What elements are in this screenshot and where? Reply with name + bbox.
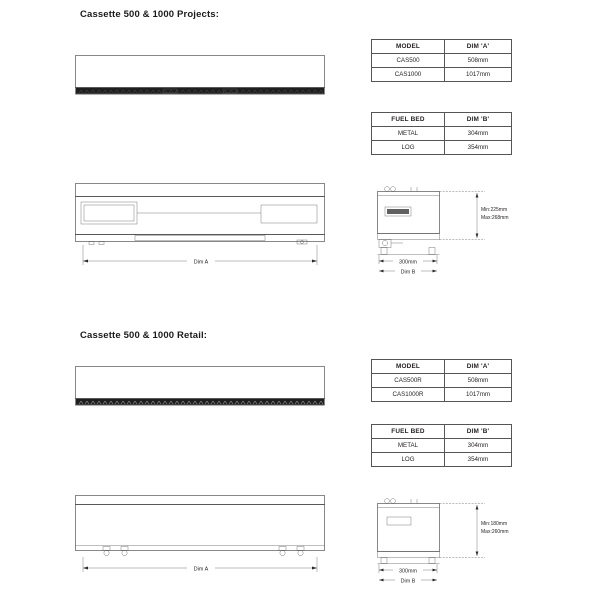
table-header-row xyxy=(372,360,512,374)
cell-fuelbed: LOG xyxy=(372,453,445,467)
fuelbed-table-retail xyxy=(371,424,512,467)
col-header-model: MODEL xyxy=(372,40,445,54)
cell-model: CAS1000R xyxy=(372,388,445,402)
cell-dim: 1017mm xyxy=(445,68,512,82)
cell-fuelbed: METAL xyxy=(372,127,445,141)
front-elevation-projects xyxy=(75,55,325,103)
height-max-retail: Max:260mm xyxy=(481,529,509,535)
model-table-retail xyxy=(371,359,512,402)
table-row xyxy=(372,374,512,388)
table-row xyxy=(372,54,512,68)
col-header-dim-b: DIM 'B' xyxy=(445,425,512,439)
cell-model: CAS500 xyxy=(372,54,445,68)
col-header-model: MODEL xyxy=(372,360,445,374)
col-header-dim-b: DIM 'B' xyxy=(445,113,512,127)
height-min-projects: Min:225mm xyxy=(481,207,508,213)
dim-label-depth-projects: 300mm xyxy=(399,259,417,266)
cell-dim: 354mm xyxy=(445,141,512,155)
cell-dim: 508mm xyxy=(445,54,512,68)
cell-dim: 354mm xyxy=(445,453,512,467)
col-header-fuelbed: FUEL BED xyxy=(372,425,445,439)
table-row xyxy=(372,388,512,402)
dim-label-a-retail: Dim A xyxy=(193,566,209,573)
table-row xyxy=(372,68,512,82)
cell-fuelbed: METAL xyxy=(372,439,445,453)
dim-label-a-projects: Dim A xyxy=(193,259,209,266)
side-view-projects xyxy=(373,183,509,278)
side-view-retail xyxy=(373,495,509,585)
table-row xyxy=(372,127,512,141)
dim-label-depth-retail: 300mm xyxy=(399,568,417,575)
table-row xyxy=(372,453,512,467)
col-header-dim-a: DIM 'A' xyxy=(445,360,512,374)
cell-dim: 508mm xyxy=(445,374,512,388)
height-max-projects: Max:268mm xyxy=(481,215,509,221)
cell-dim: 1017mm xyxy=(445,388,512,402)
cell-dim: 304mm xyxy=(445,127,512,141)
col-header-fuelbed: FUEL BED xyxy=(372,113,445,127)
cell-fuelbed: LOG xyxy=(372,141,445,155)
col-header-dim-a: DIM 'A' xyxy=(445,40,512,54)
section-title-projects: Cassette 500 & 1000 Projects: xyxy=(80,9,220,20)
table-header-row xyxy=(372,113,512,127)
table-header-row xyxy=(372,40,512,54)
table-row xyxy=(372,439,512,453)
cell-model: CAS1000 xyxy=(372,68,445,82)
plan-view-retail xyxy=(75,495,337,583)
front-elevation-retail xyxy=(75,366,325,414)
dim-label-b-retail: Dim B xyxy=(400,578,416,585)
table-header-row xyxy=(372,425,512,439)
cell-model: CAS500R xyxy=(372,374,445,388)
cell-dim: 304mm xyxy=(445,439,512,453)
height-min-retail: Min:180mm xyxy=(481,521,508,527)
section-title-retail: Cassette 500 & 1000 Retail: xyxy=(80,330,208,341)
plan-view-projects xyxy=(75,183,337,273)
table-row xyxy=(372,141,512,155)
fuelbed-table-projects xyxy=(371,112,512,155)
dim-label-b-projects: Dim B xyxy=(400,269,416,276)
model-table-projects xyxy=(371,39,512,82)
